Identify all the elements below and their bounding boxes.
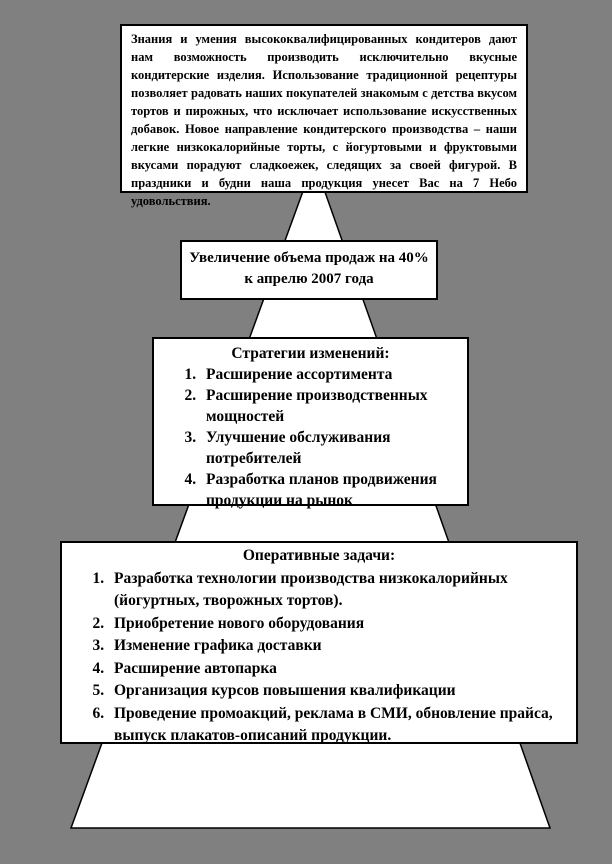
list-item: 1. Расширение ассортимента — [200, 364, 461, 385]
mission-text: Знания и умения высококвалифицированных кондитеров дают нам возможность производить исключительно вкусные кондитерские изделия. Использование традиционной рецептуры позволяет радовать наших покупателей знакомым с детства вкусом тортов и пирожных, что исключает использование искусственных добавок. Новое направление кондитерского производства – наши легкие низкокалорийные торты, с йогуртовыми и фруктовыми вкусами порадуют сладкоежек, следящих за своей фигурой. В праздники и будни наша продукция унесет Вас на 7 Небо удовольствия. — [131, 32, 517, 208]
goal-line-1: Увеличение объема продаж на 40% — [189, 250, 429, 266]
tasks-text-box — [60, 541, 578, 744]
list-item: 3. Улучшение обслуживания потребителей — [200, 427, 461, 469]
goal-line-2: к апрелю 2007 года — [244, 271, 374, 287]
list-item: 6. Проведение промоакций, реклама в СМИ, обновление прайса, выпуск плакатов-описаний продукции. — [108, 703, 568, 748]
strategies-list — [160, 364, 461, 511]
tasks-title: Оперативные задачи: — [242, 547, 396, 564]
strategies-title: Стратегии изменений: — [231, 345, 390, 362]
list-item: 2. Приобретение нового оборудования — [108, 613, 568, 636]
mission-text-box — [120, 24, 528, 208]
goal-text-box — [180, 240, 438, 300]
list-item: 3. Изменение графика доставки — [108, 635, 568, 658]
strategies-text-box — [152, 337, 469, 509]
list-item: 4. Расширение автопарка — [108, 658, 568, 681]
list-item: 4. Разработка планов продвижения продукции на рынок — [200, 469, 461, 511]
list-item: 2. Расширение производственных мощностей — [200, 385, 461, 427]
list-item: 5. Организация курсов повышения квалификации — [108, 680, 568, 703]
tasks-list — [70, 568, 568, 748]
list-item: 1. Разработка технологии производства низкокалорийных (йогуртных, творожных тортов). — [108, 568, 568, 613]
